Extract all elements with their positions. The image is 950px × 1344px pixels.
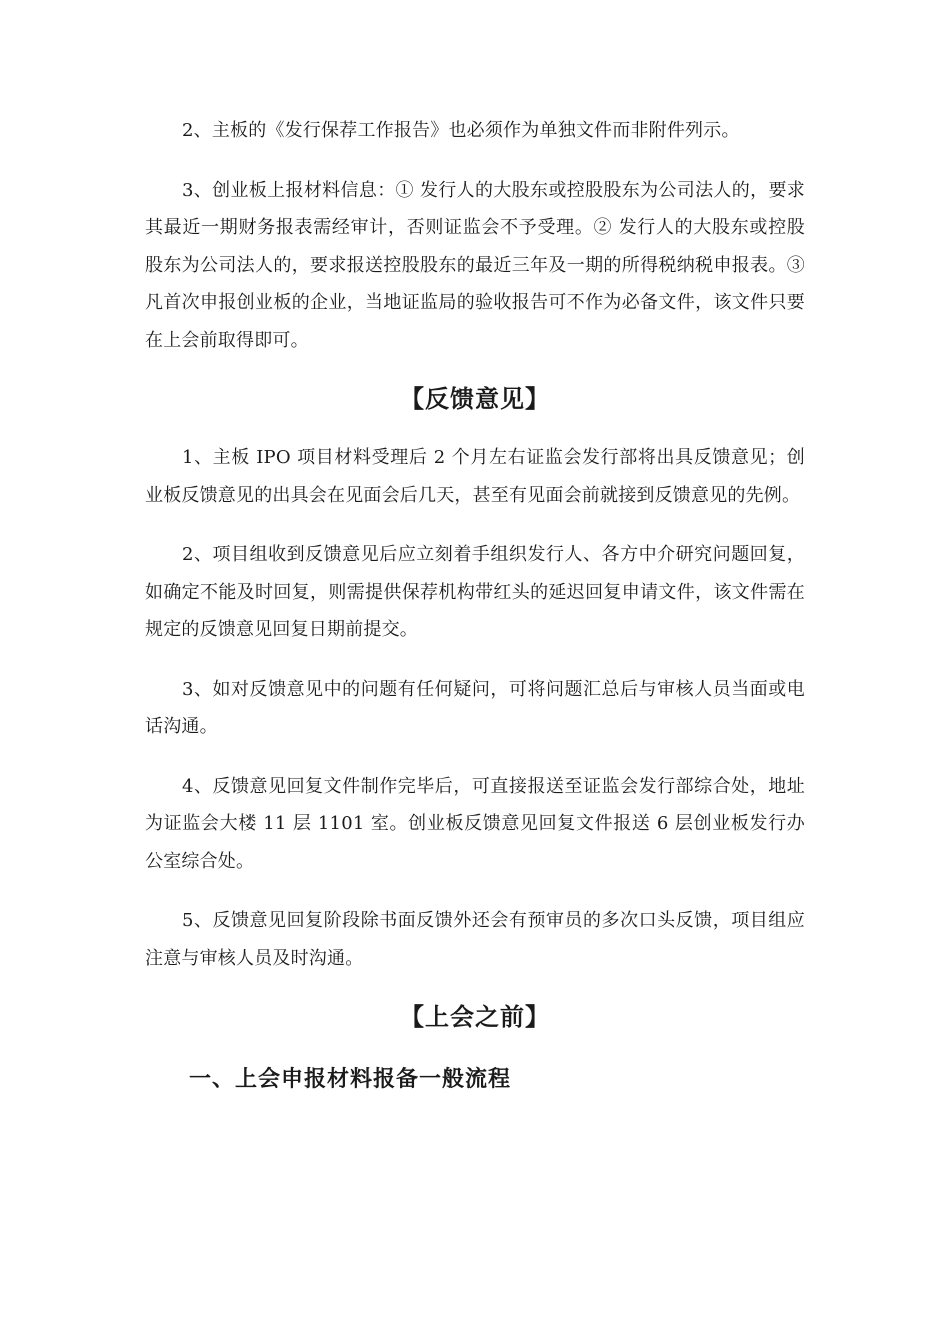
paragraph-feedback-4: 4、反馈意见回复文件制作完毕后，可直接报送至证监会发行部综合处，地址为证监会大楼 11 层 1101 室。创业板反馈意见回复文件报送 6 层创业板发行办公室综合处。 [145, 775, 805, 872]
paragraph-feedback-2: 2、项目组收到反馈意见后应立刻着手组织发行人、各方中介研究问题回复，如确定不能及时回复，则需提供保荐机构带红头的延迟回复申请文件，该文件需在规定的反馈意见回复日期前提交。 [145, 544, 805, 640]
spacer [145, 150, 805, 172]
spacer [145, 746, 805, 768]
spacer [145, 514, 805, 536]
spacer [145, 977, 805, 997]
paragraph-gem-materials: 3、创业板上报材料信息：① 发行人的大股东或控股股东为公司法人的，要求其最近一期财务报表需经审计，否则证监会不予受理。② 发行人的大股东或控股股东为公司法人的，要求报送控股股东的最近三年及一期的所得税纳税申报表。③ 凡首次申报创业板的企业，当地证监局的验收报告可不作为必备文件，该文件只要在上会前取得即可。 [145, 179, 805, 351]
paragraph-feedback-5: 5、反馈意见回复阶段除书面反馈外还会有预审员的多次口头反馈，项目组应注意与审核人员及时沟通。 [145, 910, 805, 969]
spacer [145, 649, 805, 671]
spacer [145, 1037, 805, 1059]
spacer [145, 359, 805, 379]
section-heading-feedback: 【反馈意见】 [400, 384, 550, 413]
paragraph-main-board-report: 2、主板的《发行保荐工作报告》也必须作为单独文件而非附件列示。 [182, 120, 740, 141]
paragraph-feedback-3: 3、如对反馈意见中的问题有任何疑问，可将问题汇总后与审核人员当面或电话沟通。 [145, 678, 805, 737]
spacer [145, 880, 805, 902]
paragraph-feedback-1: 1、主板 IPO 项目材料受理后 2 个月左右证监会发行部将出具反馈意见；创业板反馈意见的出具会在见面会后几天，甚至有见面会前就接到反馈意见的先例。 [145, 447, 805, 506]
section-heading-before-meeting: 【上会之前】 [400, 1002, 550, 1031]
spacer [145, 419, 805, 439]
subheading-filing-process: 一、上会申报材料报备一般流程 [189, 1066, 512, 1092]
